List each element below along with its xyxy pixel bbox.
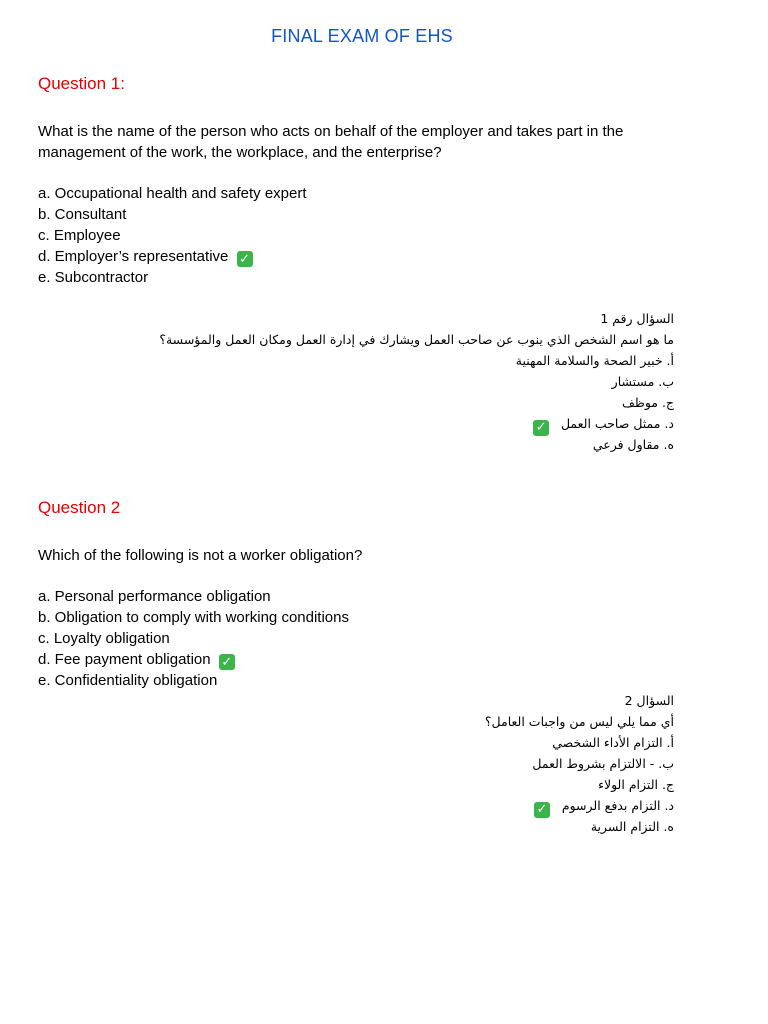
- check-mark-icon: ✓: [533, 420, 549, 436]
- question-1-arabic-option-a: أ. خبير الصحة والسلامة المهنية: [515, 353, 674, 368]
- option-label: d. Fee payment obligation: [38, 651, 211, 668]
- option-label: a. Personal performance obligation: [38, 588, 271, 605]
- question-1-option-d: [38, 246, 698, 267]
- option-label: a. Occupational health and safety expert: [38, 185, 307, 202]
- question-2-arabic-heading: السؤال 2: [624, 693, 674, 708]
- question-1-arabic-heading: السؤال رقم 1: [600, 311, 674, 326]
- question-2-option-e: [38, 670, 698, 691]
- question-1-english: [38, 121, 698, 288]
- question-2-arabic-option-d: [114, 795, 674, 816]
- question-2-option-b: [38, 607, 698, 628]
- question-1-option-c: [38, 225, 698, 246]
- question-1-option-b: [38, 204, 698, 225]
- question-1-heading: Question 1:: [38, 74, 125, 93]
- question-2-arabic-option-e: ه. التزام السرية: [590, 819, 674, 834]
- question-2-arabic-text: أي مما يلي ليس من واجبات العامل؟: [484, 714, 674, 729]
- check-mark-icon: ✓: [237, 251, 253, 267]
- option-label: e. Confidentiality obligation: [38, 672, 218, 689]
- option-label: b. Consultant: [38, 206, 127, 223]
- question-2-arabic-option-a: أ. التزام الأداء الشخصي: [552, 735, 674, 750]
- question-2-heading: Question 2: [38, 498, 121, 517]
- check-mark-icon: ✓: [534, 802, 550, 818]
- question-2-option-d: [38, 649, 698, 670]
- question-1-arabic-option-c: ج. موظف: [621, 395, 674, 410]
- arabic-option-label: د. التزام بدفع الرسوم: [561, 798, 674, 813]
- question-1-option-e: [38, 267, 698, 288]
- option-label: c. Loyalty obligation: [38, 630, 170, 647]
- question-1-option-a: [38, 183, 698, 204]
- question-2-arabic-option-c: ج. التزام الولاء: [598, 777, 674, 792]
- question-1-arabic-option-d: [114, 413, 674, 434]
- question-1-arabic-option-e: ه. مقاول فرعي: [592, 437, 674, 452]
- check-mark-icon: ✓: [219, 654, 235, 670]
- question-2-text: Which of the following is not a worker obligation?: [38, 547, 363, 564]
- question-1-text: What is the name of the person who acts on behalf of the employer and takes part in the management of the work, the workplace, and the enterprise?: [38, 123, 624, 161]
- option-label: e. Subcontractor: [38, 269, 149, 286]
- page-title: FINAL EXAM OF EHS: [271, 26, 453, 46]
- question-2-option-a: [38, 586, 698, 607]
- question-2-options: [38, 586, 698, 691]
- question-2-option-c: [38, 628, 698, 649]
- question-2-arabic: [114, 690, 674, 837]
- question-1-arabic: [114, 308, 674, 455]
- question-2-arabic-option-b: ب. - الالتزام بشروط العمل: [532, 756, 674, 771]
- question-1-arabic-option-b: ب. مستشار: [611, 374, 674, 389]
- question-2-english: [38, 545, 698, 691]
- option-label: d. Employer’s representative: [38, 248, 229, 265]
- question-1-options: [38, 183, 698, 288]
- option-label: c. Employee: [38, 227, 121, 244]
- question-1-arabic-text: ما هو اسم الشخص الذي ينوب عن صاحب العمل ويشارك في إدارة العمل ومكان العمل والمؤسسة؟: [159, 332, 674, 347]
- arabic-option-label: د. ممثل صاحب العمل: [560, 416, 674, 431]
- option-label: b. Obligation to comply with working conditions: [38, 609, 349, 626]
